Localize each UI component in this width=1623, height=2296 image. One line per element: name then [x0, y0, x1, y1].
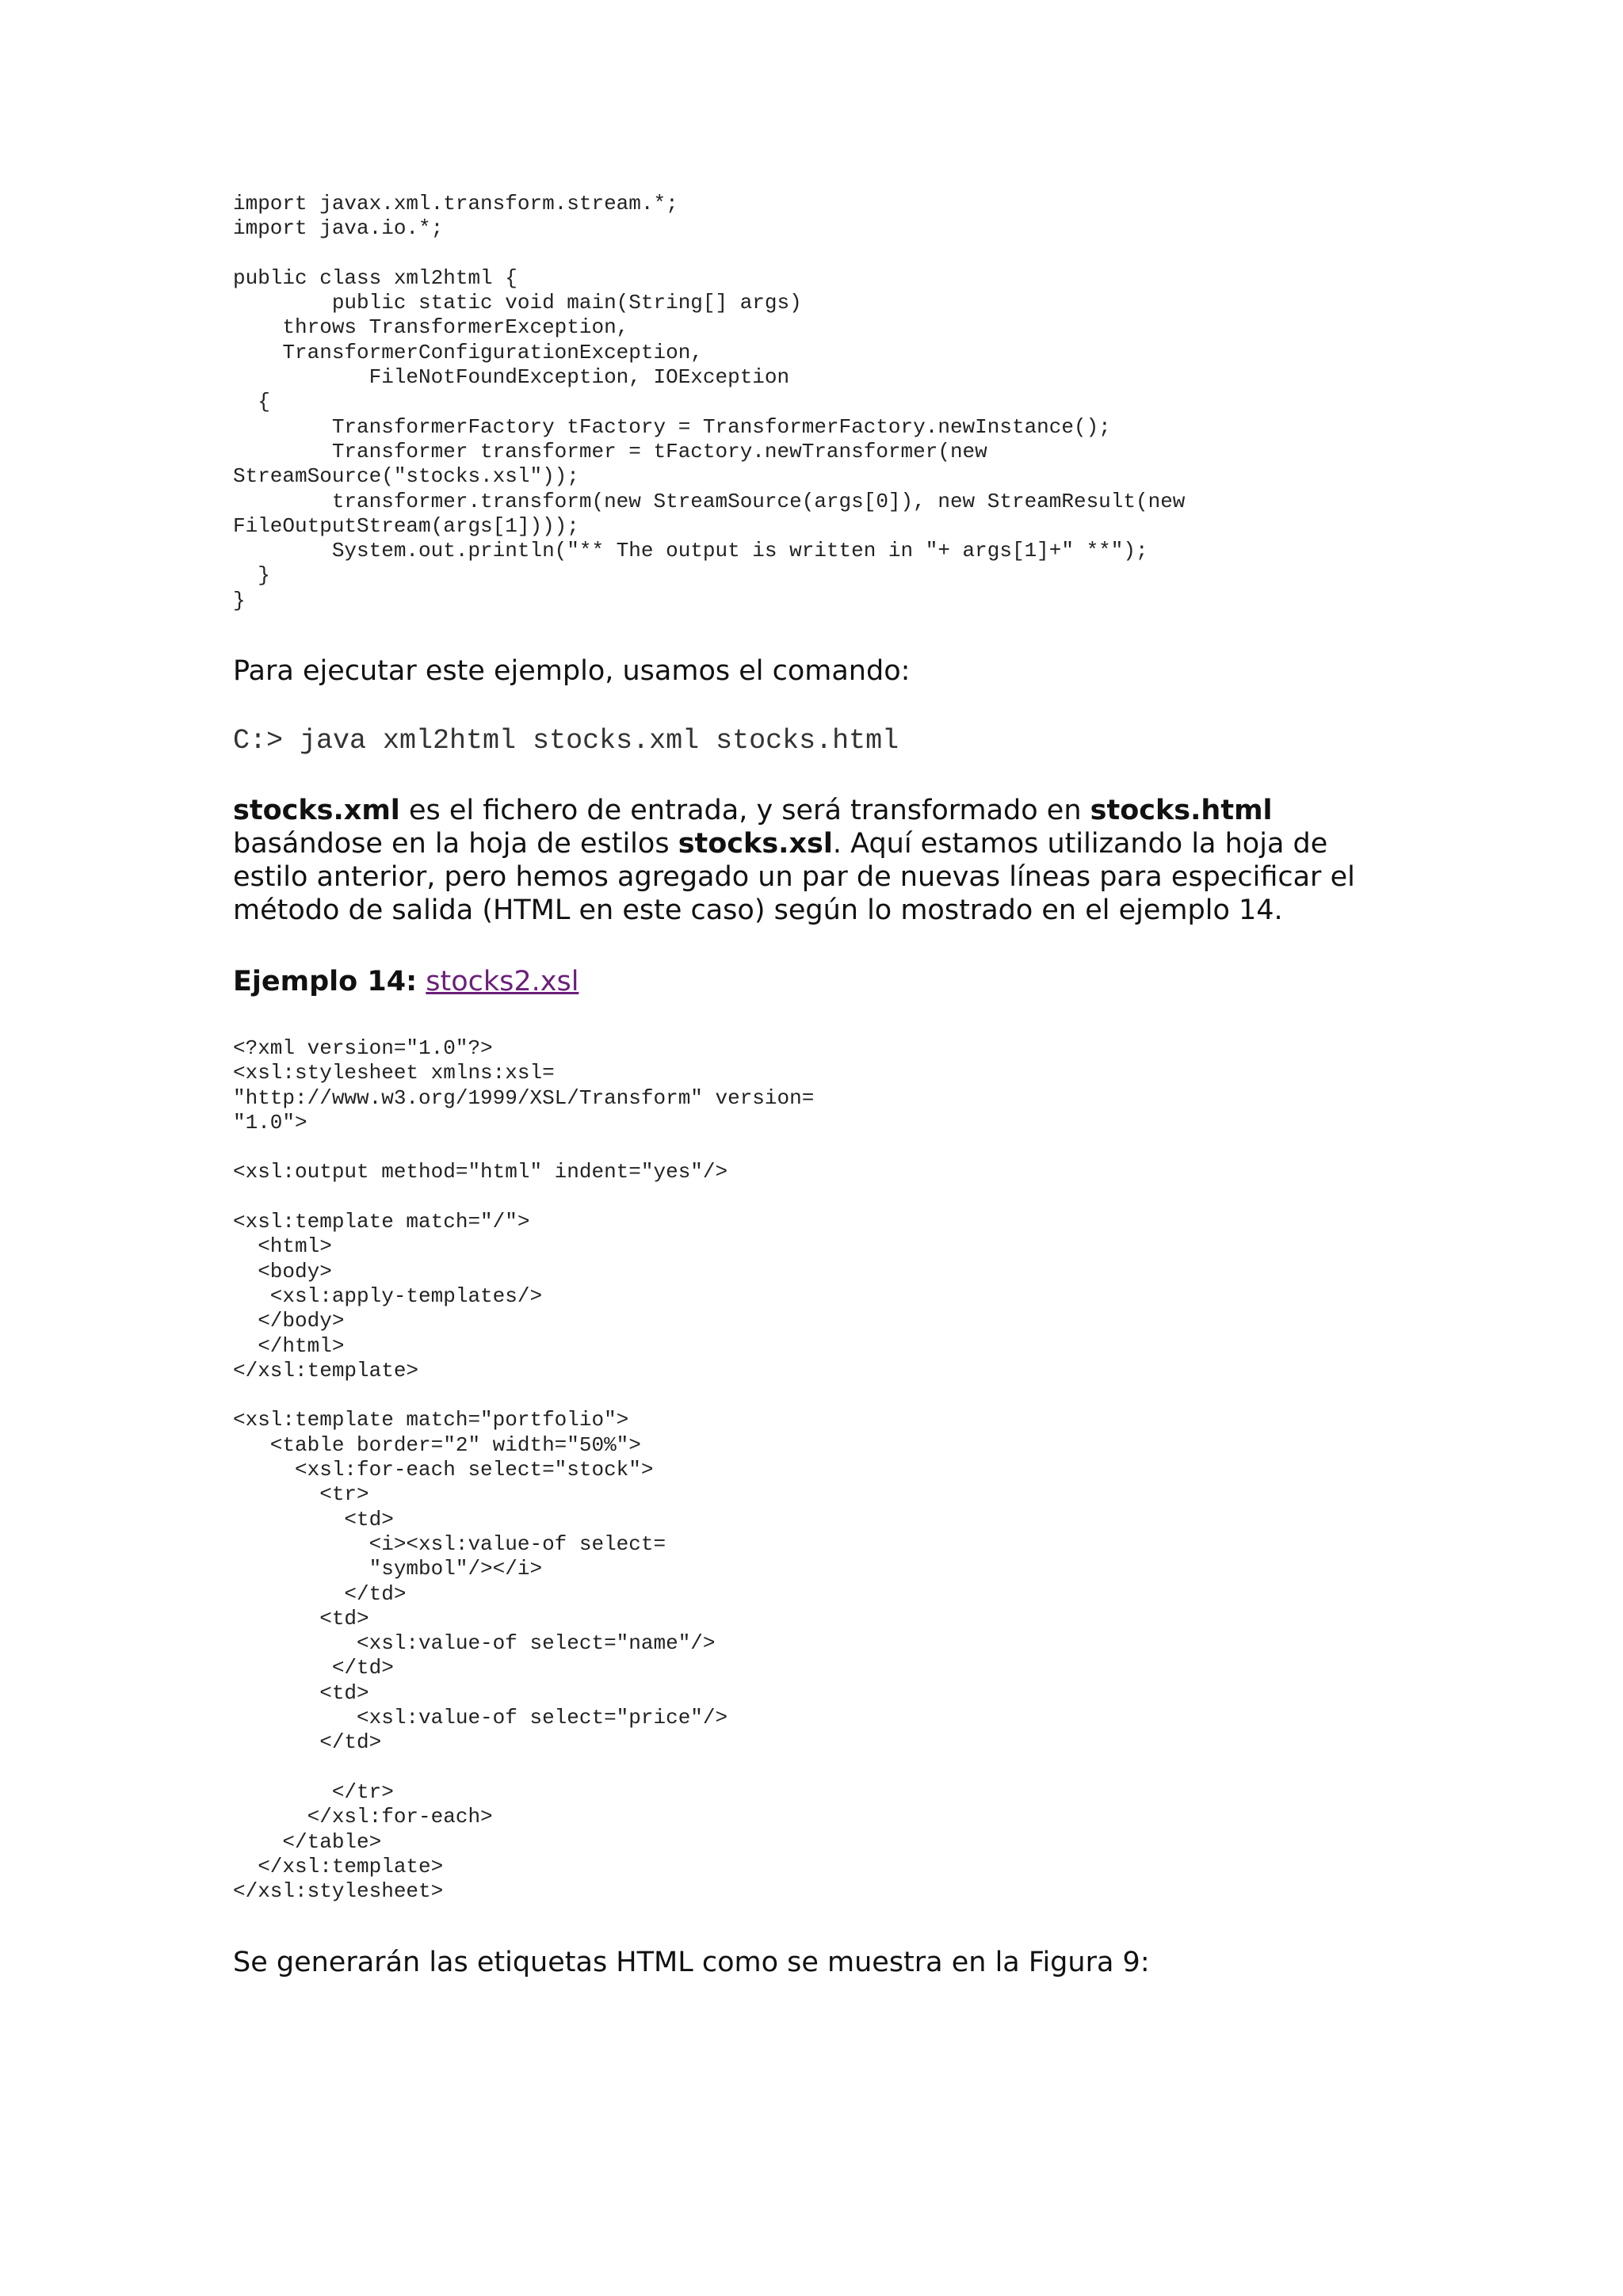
description-text-1: es el fichero de entrada, y será transformado en — [399, 795, 1090, 826]
xsl-code-listing: <?xml version="1.0"?> <xsl:stylesheet xmlns:xsl= "http://www.w3.org/1999/XSL/Transform" version= "1.0"> <xsl:output method="html" indent="yes"/> <xsl:template match="/"> <html> <body> <xsl:apply-templates/> </body> </html> </xsl:template> <xsl:template match="portfolio"> <table border="2" width="50%"> <xsl:for-each select="stock"> <tr> <td> <i><xsl:value-of select= "symbol"/></i> </td> <td> <xsl:value-of select="name"/> </td> <td> <xsl:value-of select="price"/> </td> </tr> </xsl:for-each> </table> </xsl:template> </xsl:stylesheet> — [233, 1036, 815, 1904]
java-code-listing: import javax.xml.transform.stream.*; import java.io.*; public class xml2html { public static void main(String[] args) throws TransformerException, TransformerConfigurationException, FileNotFoundException, IOException { TransformerFactory tFactory = TransformerFactory.newInstance(); Transformer transformer = tFactory.newTransformer(new StreamSource("stocks.xsl")); transformer.transform(new StreamSource(args[0]), new StreamResult(new FileOutputStream(args[1]))); System.out.println("** The output is written in "+ args[1]+" **"); } } — [233, 192, 1186, 612]
filename-stocks-xml: stocks.xml — [233, 795, 400, 826]
run-instructions-paragraph: Para ejecutar este ejemplo, usamos el comando: — [233, 655, 911, 687]
description-text-3: . Aquí estamos utilizando la hoja de estilo anterior, pero hemos agregado un par de nuevas líneas para especificar el método de salida (HTML en este caso) según lo mostrado en el ejemplo 14. — [233, 828, 1355, 926]
filename-stocks-html: stocks.html — [1090, 795, 1273, 826]
example-heading — [233, 965, 579, 998]
figure-reference-paragraph: Se generarán las etiquetas HTML como se muestra en la Figura 9: — [233, 1947, 1150, 1978]
description-paragraph — [233, 794, 1398, 927]
filename-stocks-xsl: stocks.xsl — [678, 828, 833, 860]
command-line: C:> java xml2html stocks.xml stocks.html — [233, 725, 899, 757]
description-text-2: basándose en la hoja de estilos — [233, 828, 678, 860]
example-file-link[interactable]: stocks2.xsl — [426, 966, 579, 997]
example-label: Ejemplo 14: — [233, 966, 418, 997]
